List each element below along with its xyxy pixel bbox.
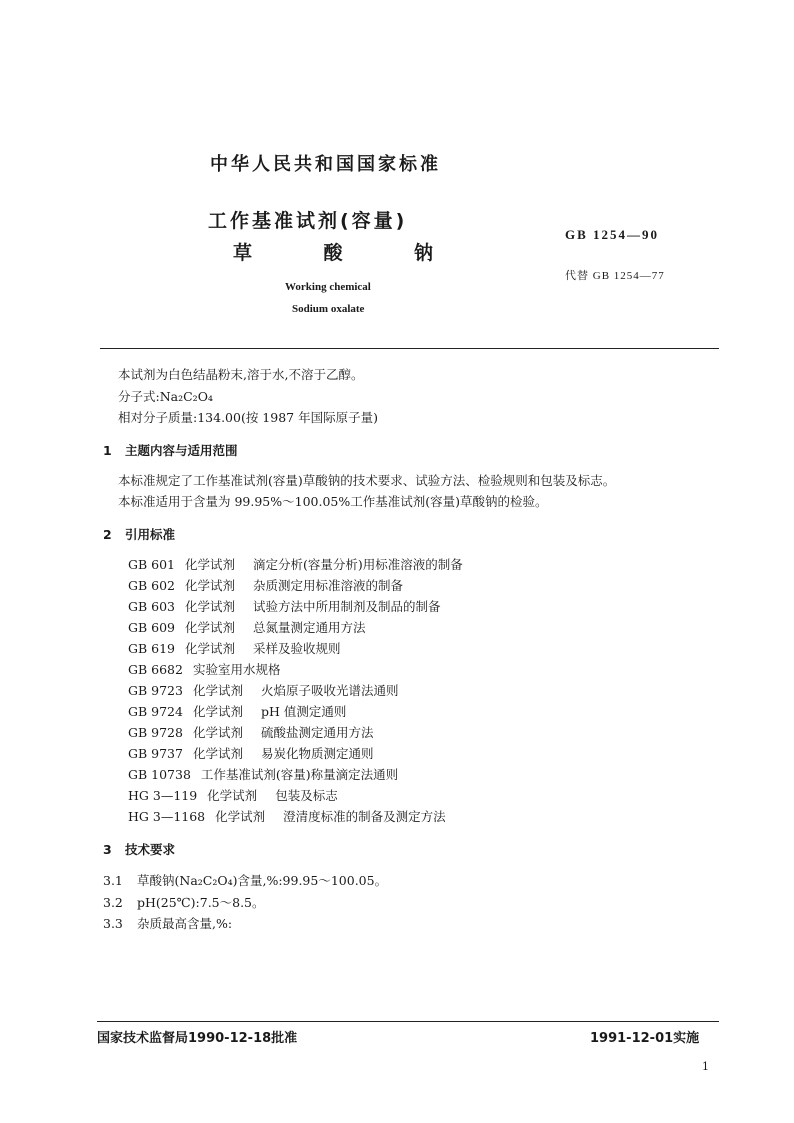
ref-name: 硫酸盐测定通用方法: [260, 725, 374, 740]
document-title: 工作基准试剂(容量): [208, 210, 408, 232]
ref-name: 总氮量测定通用方法: [253, 620, 366, 635]
subtitle-char: 钠: [413, 242, 433, 264]
page-number: 1: [702, 1060, 709, 1073]
reference-item: [128, 765, 398, 783]
document-subtitle: [233, 238, 433, 265]
ref-category: 化学试剂: [192, 746, 243, 761]
ref-code: GB 6682: [128, 662, 183, 677]
ref-name: 工作基准试剂(容量)称量滴定法通则: [200, 767, 399, 782]
reference-item: [128, 639, 341, 657]
ref-code: HG 3—1168: [128, 809, 206, 824]
section-heading: [103, 525, 175, 543]
ref-category: 化学试剂: [192, 683, 243, 698]
ref-category: 化学试剂: [185, 641, 236, 656]
english-title-line1: Working chemical: [285, 281, 371, 293]
footer-divider: [97, 1021, 719, 1022]
ref-category: 化学试剂: [185, 599, 236, 614]
item-number: 3.3: [103, 916, 123, 931]
ref-name: 易炭化物质测定通则: [260, 746, 374, 761]
ref-code: GB 609: [128, 620, 176, 635]
subtitle-char: 酸: [323, 242, 343, 264]
standard-number: GB 1254—90: [565, 227, 660, 242]
reference-item: [128, 744, 374, 762]
section-number: 1: [103, 443, 112, 458]
item-text: 杂质最高含量,%:: [137, 916, 233, 931]
approval-line: 国家技术监督局1990-12-18批准: [97, 1031, 298, 1046]
ref-code: GB 603: [128, 599, 176, 614]
reference-item: [128, 786, 338, 804]
ref-name: 实验室用水规格: [192, 662, 281, 677]
item-number: 3.2: [103, 895, 123, 910]
paragraph: 本标准规定了工作基准试剂(容量)草酸钠的技术要求、试验方法、检验规则和包装及标志。: [118, 473, 616, 488]
section-title: 主题内容与适用范围: [125, 443, 238, 458]
ref-name: 采样及验收规则: [253, 641, 341, 656]
ref-category: 化学试剂: [192, 704, 243, 719]
reference-item: [128, 555, 463, 573]
ref-category: 化学试剂: [207, 788, 258, 803]
ref-code: GB 9723: [128, 683, 183, 698]
english-title-line2: Sodium oxalate: [292, 303, 365, 315]
ref-code: GB 9728: [128, 725, 183, 740]
ref-category: 化学试剂: [185, 557, 236, 572]
header-divider: [100, 348, 719, 349]
intro-line: 相对分子质量:134.00(按 1987 年国际原子量): [118, 410, 378, 425]
section-title: 引用标准: [125, 527, 176, 542]
section-heading: [103, 441, 238, 459]
national-standard-heading: 中华人民共和国国家标准: [210, 154, 441, 175]
item-number: 3.1: [103, 873, 123, 888]
intro-line: 本试剂为白色结晶粉末,溶于水,不溶于乙醇。: [118, 367, 364, 382]
ref-code: GB 9737: [128, 746, 183, 761]
reference-item: [128, 660, 280, 678]
subtitle-char: 草: [233, 242, 253, 264]
ref-name: 试验方法中所用制剂及制品的制备: [253, 599, 441, 614]
requirement-item: [103, 871, 387, 889]
ref-code: GB 619: [128, 641, 176, 656]
requirement-item: [103, 893, 265, 911]
ref-name: 包装及标志: [275, 788, 338, 803]
replaces-standard: 代替 GB 1254—77: [565, 270, 665, 282]
reference-item: [128, 723, 374, 741]
implementation-date: 1991-12-01实施: [590, 1031, 700, 1046]
ref-name: 杂质测定用标准溶液的制备: [253, 578, 404, 593]
reference-item: [128, 597, 441, 615]
ref-name: 火焰原子吸收光谱法通则: [260, 683, 399, 698]
reference-item: [128, 807, 446, 825]
ref-category: 化学试剂: [192, 725, 243, 740]
ref-code: GB 10738: [128, 767, 191, 782]
reference-item: [128, 618, 366, 636]
item-text: pH(25℃):7.5～8.5。: [137, 895, 265, 910]
section-title: 技术要求: [125, 842, 176, 857]
ref-code: GB 601: [128, 557, 176, 572]
reference-item: [128, 681, 399, 699]
ref-category: 化学试剂: [185, 620, 236, 635]
reference-item: [128, 576, 403, 594]
intro-line: 分子式:Na₂C₂O₄: [118, 389, 213, 404]
ref-code: HG 3—119: [128, 788, 198, 803]
section-number: 2: [103, 527, 112, 542]
ref-code: GB 602: [128, 578, 176, 593]
section-heading: [103, 840, 175, 858]
ref-category: 化学试剂: [215, 809, 266, 824]
ref-name: 滴定分析(容量分析)用标准溶液的制备: [253, 557, 463, 572]
requirement-item: [103, 914, 232, 932]
reference-item: [128, 702, 346, 720]
ref-name: pH 值测定通则: [260, 704, 347, 719]
paragraph: 本标准适用于含量为 99.95%～100.05%工作基准试剂(容量)草酸钠的检验。: [118, 494, 548, 509]
ref-code: GB 9724: [128, 704, 183, 719]
section-number: 3: [103, 842, 112, 857]
item-text: 草酸钠(Na₂C₂O₄)含量,%:99.95～100.05。: [137, 873, 388, 888]
ref-name: 澄清度标准的制备及测定方法: [283, 809, 446, 824]
ref-category: 化学试剂: [185, 578, 236, 593]
